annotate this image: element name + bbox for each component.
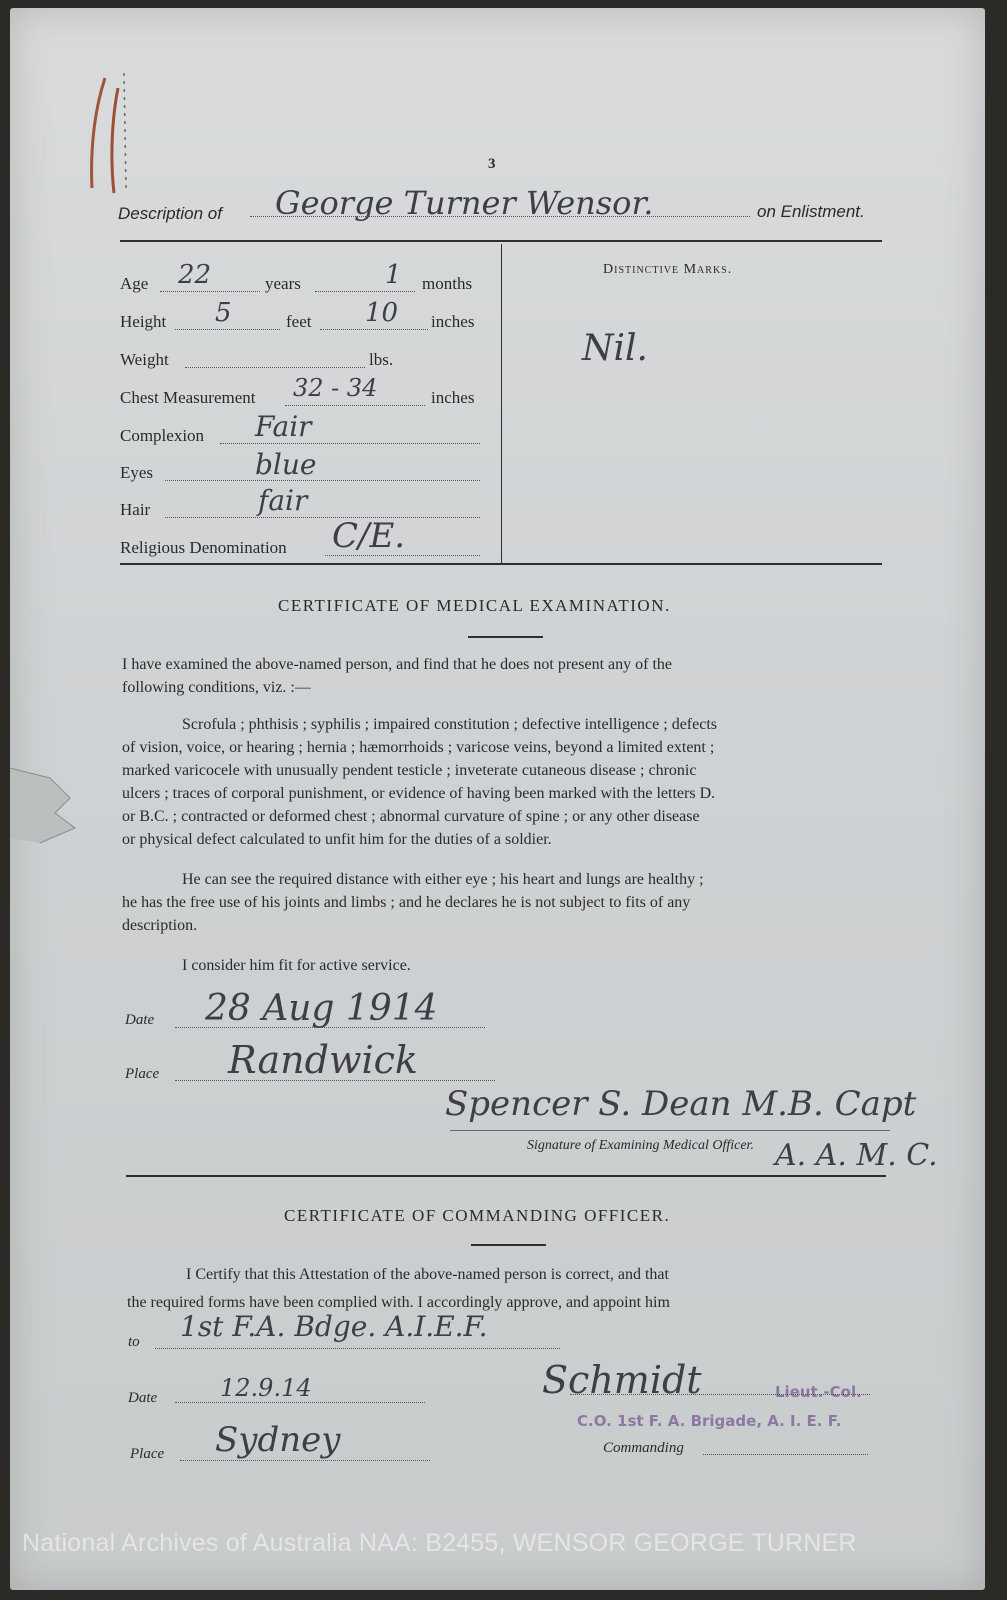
religion-line (325, 555, 480, 556)
chest-inches-label: inches (431, 388, 475, 407)
bottom-rule (120, 563, 882, 565)
eyes-value: blue (255, 448, 317, 481)
feet-label: feet (286, 312, 312, 331)
commanding-certificate-title: CERTIFICATE OF COMMANDING OFFICER. (284, 1206, 671, 1225)
conditions-line: of vision, voice, or hearing ; hernia ; hæmorrhoids ; varicose veins, beyond a limited extent ; (122, 739, 715, 756)
stamp-unit: C.O. 1st F. A. Brigade, A. I. E. F. (577, 1412, 842, 1430)
medical-signature-line (450, 1130, 890, 1131)
commanding-title-rule (471, 1244, 546, 1246)
attestation-page (10, 8, 985, 1590)
medical-date-line (175, 1027, 485, 1028)
complexion-line (220, 443, 480, 444)
stamp-rank: Lieut.-Col. (775, 1383, 862, 1401)
medical-officer-signature: Spencer S. Dean M.B. Capt (445, 1084, 917, 1124)
complexion-value: Fair (255, 410, 312, 443)
commanding-date-label: Date (128, 1390, 158, 1406)
chest-value: 32 - 34 (293, 374, 378, 402)
section-rule (126, 1175, 886, 1177)
height-feet-value: 5 (215, 298, 232, 328)
top-rule (120, 240, 882, 242)
medical-intro-line1: I have examined the above-named person, and find that he does not present any of the (122, 656, 673, 673)
certify-line1: I Certify that this Attestation of the above-named person is correct, and that (186, 1266, 669, 1283)
months-value: 1 (385, 260, 402, 290)
medical-place-line (175, 1080, 495, 1081)
height-inches-value: 10 (365, 298, 399, 328)
medical-place-value: Randwick (228, 1038, 418, 1082)
commanding-label-line (703, 1454, 868, 1455)
eyes-label: Eyes (120, 463, 154, 482)
religion-label: Religious Denomination (120, 538, 287, 557)
months-line (315, 291, 415, 292)
fit-for-service-statement: I consider him fit for active service. (182, 957, 411, 974)
age-label: Age (120, 274, 149, 293)
conditions-line: marked varicocele with unusually pendent testicle ; inveterate cutaneous disease ; chronic (122, 762, 697, 779)
commanding-label: Commanding (603, 1440, 684, 1456)
lbs-label: lbs. (369, 350, 394, 369)
complexion-label: Complexion (120, 426, 205, 445)
medical-place-label: Place (125, 1066, 160, 1082)
medical-officer-corps: A. A. M. C. (775, 1138, 938, 1173)
weight-line (185, 367, 365, 368)
conditions-line: or B.C. ; contracted or deformed chest ; abnormal curvature of spine ; or any other disease (122, 808, 700, 825)
column-divider (501, 244, 502, 564)
feet-line (175, 329, 280, 330)
paper-tear-icon (10, 768, 80, 848)
hair-label: Hair (120, 500, 151, 519)
appoint-to-line (155, 1348, 560, 1349)
chest-line (285, 405, 425, 406)
soldier-name: George Turner Wensor. (275, 184, 654, 222)
medical-intro-line2: following conditions, viz. :— (122, 679, 311, 696)
weight-label: Weight (120, 350, 169, 369)
commanding-place-value: Sydney (215, 1420, 341, 1460)
hair-value: fair (258, 484, 308, 517)
commanding-officer-signature: Schmidt (542, 1358, 702, 1402)
conditions-line: or physical defect calculated to unfit him for the duties of a soldier. (122, 831, 552, 848)
commanding-place-label: Place (130, 1446, 165, 1462)
fitness-line: He can see the required distance with either eye ; his heart and lungs are healthy ; (182, 871, 704, 888)
commanding-date-line (175, 1402, 425, 1403)
medical-certificate-title: CERTIFICATE OF MEDICAL EXAMINATION. (278, 596, 671, 615)
medical-title-rule (468, 636, 543, 638)
religion-value: C/E. (332, 516, 406, 556)
commanding-place-line (180, 1460, 430, 1461)
hair-line (165, 517, 480, 518)
distinctive-marks-value: Nil. (582, 328, 648, 369)
description-prefix: Description of (118, 204, 222, 223)
inches-label: inches (431, 312, 475, 331)
fitness-line: he has the free use of his joints and limbs ; and he declares he is not subject to fits of any (122, 894, 691, 911)
appoint-to-label: to (128, 1334, 140, 1350)
appoint-to-value: 1st F.A. Bdge. A.I.E.F. (180, 1310, 488, 1343)
commanding-date-value: 12.9.14 (220, 1374, 312, 1402)
chest-label: Chest Measurement (120, 388, 256, 407)
conditions-line: Scrofula ; phthisis ; syphilis ; impaired constitution ; defective intelligence ; defects (182, 716, 717, 733)
commanding-signature-line (570, 1394, 870, 1395)
fitness-line: description. (122, 917, 198, 934)
archive-watermark: National Archives of Australia NAA: B2455, WENSOR GEORGE TURNER (22, 1529, 857, 1557)
name-line (250, 216, 750, 217)
description-suffix: on Enlistment. (757, 202, 865, 221)
medical-date-value: 28 Aug 1914 (205, 988, 438, 1029)
eyes-line (165, 480, 480, 481)
medical-signature-label: Signature of Examining Medical Officer. (527, 1138, 754, 1153)
height-label: Height (120, 312, 167, 331)
page-number: 3 (488, 156, 496, 172)
inches-line (320, 329, 428, 330)
age-line (160, 291, 260, 292)
years-label: years (265, 274, 301, 293)
conditions-line: ulcers ; traces of corporal punishment, or evidence of having been marked with the letters D. (122, 785, 716, 802)
certify-line2: the required forms have been complied with. I accordingly approve, and appoint him (127, 1294, 670, 1311)
medical-date-label: Date (125, 1012, 155, 1028)
distinctive-marks-label: Distinctive Marks. (603, 262, 733, 277)
months-label: months (422, 274, 473, 293)
crayon-mark-icon (80, 68, 130, 198)
age-value: 22 (178, 260, 212, 290)
